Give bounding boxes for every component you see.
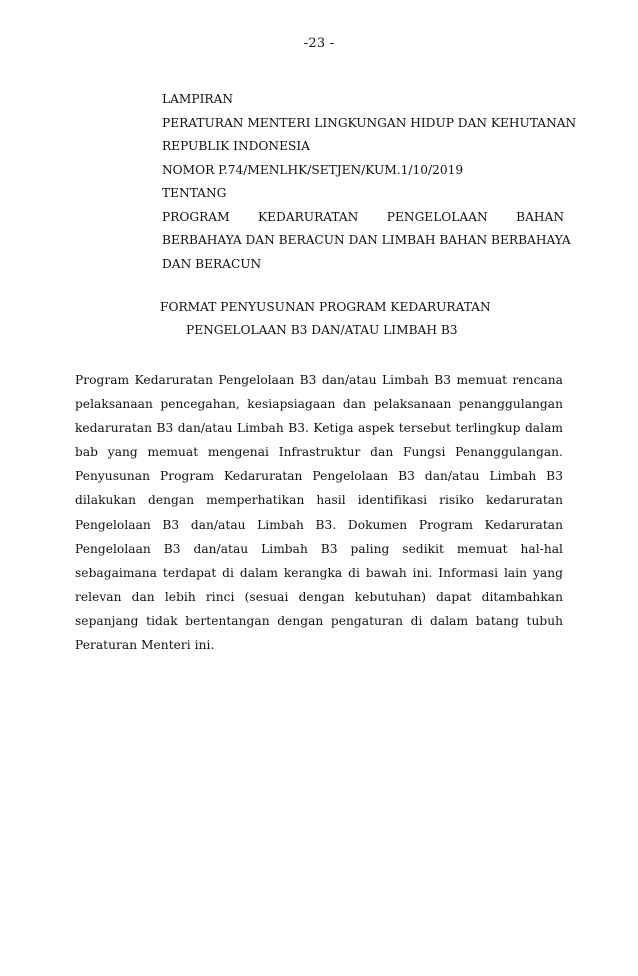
section-title-line-2: PENGELOLAAN B3 DAN/ATAU LIMBAH B3 — [186, 323, 458, 337]
section-title-line-1: FORMAT PENYUSUNAN PROGRAM KEDARURATAN — [160, 300, 491, 314]
section-title — [0, 296, 638, 342]
lampiran-label: LAMPIRAN — [162, 92, 234, 106]
subject-line-3: DAN BERACUN — [162, 256, 262, 271]
tentang-label: TENTANG — [162, 186, 227, 200]
page-number: -23 - — [303, 36, 335, 51]
subject-line-1: PROGRAM KEDARURATAN PENGELOLAAN BAHAN — [162, 209, 564, 224]
regulation-number: NOMOR P.74/MENLHK/SETJEN/KUM.1/10/2019 — [162, 162, 464, 177]
regulation-title: PERATURAN MENTERI LINGKUNGAN HIDUP DAN KEHUTANAN — [162, 115, 577, 130]
body-paragraph: Program Kedaruratan Pengelolaan B3 dan/atau Limbah B3 memuat rencana pelaksanaan pencegahan, kesiapsiagaan dan pelaksanaan penanggulangan kedaruratan B3 dan/atau Limbah B3. Ketiga aspek tersebut terlingkup dalam bab yang memuat mengenai Infrastruktur dan Fungsi Penanggulangan. Penyusunan Program Kedaruratan Pengelolaan B3 dan/atau Limbah B3 dilakukan dengan memperhatikan hasil identifikasi risiko kedaruratan Pengelolaan B3 dan/atau Limbah B3. Dokumen Program Kedaruratan Pengelolaan B3 dan/atau Limbah B3 paling sedikit memuat hal-hal sebagaimana terdapat di dalam kerangka di bawah ini. Informasi lain yang relevan dan lebih rinci (sesuai dengan kebutuhan) dapat ditambahkan sepanjang tidak bertentangan dengan pengaturan di dalam batang tubuh Peraturan Menteri ini. — [75, 373, 563, 653]
lampiran-header — [162, 88, 577, 276]
subject-line-2: BERBAHAYA DAN BERACUN DAN LIMBAH BAHAN BERBAHAYA — [162, 233, 571, 247]
country-name: REPUBLIK INDONESIA — [162, 139, 310, 153]
